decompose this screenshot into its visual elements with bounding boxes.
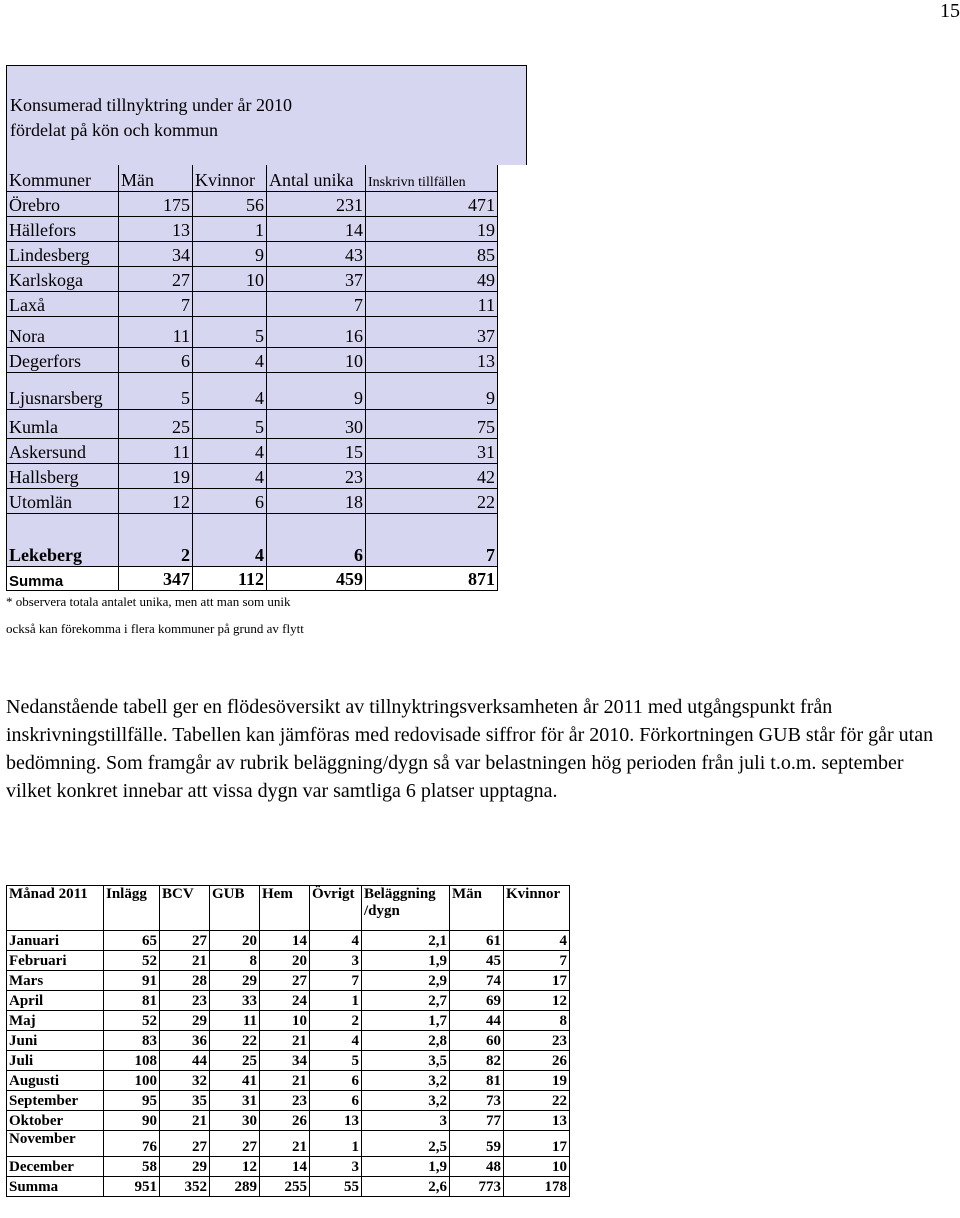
table-row (7, 1131, 570, 1157)
table-cell: 34 (119, 241, 193, 266)
table-cell: 13 (366, 347, 498, 372)
table-cell: 10 (260, 1011, 310, 1031)
table-cell: 22 (504, 1091, 570, 1111)
table-cell: 45 (450, 951, 504, 971)
table-cell: 12 (210, 1157, 260, 1177)
table-cell: 352 (160, 1177, 210, 1197)
table-cell: 7 (119, 291, 193, 316)
table-cell: 11 (366, 291, 498, 316)
table-row (7, 1111, 570, 1131)
table-cell: 29 (160, 1157, 210, 1177)
table-cell: 19 (504, 1071, 570, 1091)
table-cell: 2,1 (362, 931, 450, 951)
table-row (7, 1011, 570, 1031)
table-cell: 23 (160, 991, 210, 1011)
table-cell: 21 (260, 1031, 310, 1051)
table-cell: 2,6 (362, 1177, 450, 1197)
row-label: Hällefors (7, 216, 119, 241)
table-cell (193, 291, 267, 316)
table-cell: 21 (160, 951, 210, 971)
row-label: Degerfors (7, 347, 119, 372)
table-row (7, 347, 498, 372)
table-cell: 21 (260, 1131, 310, 1157)
column-header: BCV (160, 886, 210, 931)
table-cell: 3 (310, 951, 362, 971)
row-label: Nora (7, 316, 119, 347)
table-cell: 42 (366, 463, 498, 488)
table-row (7, 1157, 570, 1177)
table-cell: 85 (366, 241, 498, 266)
table-cell: 82 (450, 1051, 504, 1071)
table1-title (10, 93, 292, 143)
table-cell: 43 (267, 241, 366, 266)
table-cell: 2 (119, 513, 193, 566)
column-header-line: /dygn (364, 903, 400, 919)
table-cell: 28 (160, 971, 210, 991)
column-header: Män (450, 886, 504, 931)
table-cell: 12 (504, 991, 570, 1011)
table-cell: 4 (193, 347, 267, 372)
page-number: 15 (940, 0, 960, 22)
table-cell: 3 (362, 1111, 450, 1131)
table-cell: 1,7 (362, 1011, 450, 1031)
table-cell: 5 (119, 372, 193, 409)
table-cell: 4 (193, 513, 267, 566)
table-cell: 6 (310, 1071, 362, 1091)
row-label: Lekeberg (7, 513, 119, 566)
table-row (7, 463, 498, 488)
table-cell: 19 (366, 216, 498, 241)
row-label: Oktober (7, 1111, 104, 1131)
table-cell: 11 (210, 1011, 260, 1031)
table-cell: 37 (267, 266, 366, 291)
table-cell: 15 (267, 438, 366, 463)
table-cell: 112 (193, 566, 267, 590)
table-cell: 30 (267, 409, 366, 438)
table-row (7, 241, 498, 266)
table-cell: 100 (104, 1071, 160, 1091)
table-cell: 49 (366, 266, 498, 291)
table-row (7, 1091, 570, 1111)
table-cell: 11 (119, 316, 193, 347)
table-cell: 4 (193, 372, 267, 409)
table-cell: 4 (310, 1031, 362, 1051)
table-cell: 29 (210, 971, 260, 991)
row-label: Laxå (7, 291, 119, 316)
table-cell: 5 (310, 1051, 362, 1071)
row-label: Örebro (7, 191, 119, 216)
table-cell: 18 (267, 488, 366, 513)
table-cell: 2,9 (362, 971, 450, 991)
table-cell: 31 (210, 1091, 260, 1111)
table-cell: 6 (267, 513, 366, 566)
table-cell: 52 (104, 951, 160, 971)
table-cell: 773 (450, 1177, 504, 1197)
table-cell: 10 (193, 266, 267, 291)
table-cell: 7 (366, 513, 498, 566)
table-row (7, 991, 570, 1011)
column-header: Män (119, 165, 193, 191)
table-cell: 13 (119, 216, 193, 241)
table-cell: 10 (267, 347, 366, 372)
table-row (7, 372, 498, 409)
table-cell: 27 (160, 931, 210, 951)
table-cell: 4 (193, 438, 267, 463)
table-cell: 33 (210, 991, 260, 1011)
table-cell: 25 (210, 1051, 260, 1071)
table-cell: 75 (366, 409, 498, 438)
table-cell: 2 (310, 1011, 362, 1031)
table-cell: 36 (160, 1031, 210, 1051)
table-cell: 52 (104, 1011, 160, 1031)
table-cell: 6 (193, 488, 267, 513)
table-cell: 13 (310, 1111, 362, 1131)
column-header: Antal unika (267, 165, 366, 191)
table-cell: 23 (267, 463, 366, 488)
table-cell: 9 (267, 372, 366, 409)
column-header: Kvinnor (504, 886, 570, 931)
table-cell: 3,2 (362, 1091, 450, 1111)
table-cell: 471 (366, 191, 498, 216)
table-cell: 74 (450, 971, 504, 991)
table-cell: 14 (260, 931, 310, 951)
table-cell: 871 (366, 566, 498, 590)
table-cell: 35 (160, 1091, 210, 1111)
table-cell: 91 (104, 971, 160, 991)
row-label: November (7, 1131, 104, 1157)
row-label: Februari (7, 951, 104, 971)
table-cell: 27 (260, 971, 310, 991)
row-label: Utomlän (7, 488, 119, 513)
column-header: Övrigt (310, 886, 362, 931)
table-cell: 1 (310, 991, 362, 1011)
table-cell: 29 (160, 1011, 210, 1031)
table-cell: 83 (104, 1031, 160, 1051)
table-cell: 77 (450, 1111, 504, 1131)
row-label: Summa (7, 1177, 104, 1197)
table-cell: 21 (260, 1071, 310, 1091)
table-cell: 69 (450, 991, 504, 1011)
table-cell: 25 (119, 409, 193, 438)
table-row (7, 216, 498, 241)
column-header: Kommuner (7, 165, 119, 191)
row-label: Lindesberg (7, 241, 119, 266)
table-by-municipality (6, 165, 498, 591)
table-cell: 3,5 (362, 1051, 450, 1071)
table-cell: 1 (193, 216, 267, 241)
column-header: Inlägg (104, 886, 160, 931)
table-cell: 21 (160, 1111, 210, 1131)
table-cell: 34 (260, 1051, 310, 1071)
column-header: GUB (210, 886, 260, 931)
table-cell: 27 (119, 266, 193, 291)
table-cell: 14 (260, 1157, 310, 1177)
column-header (362, 886, 450, 931)
summary-row (7, 1177, 570, 1197)
table-cell: 44 (450, 1011, 504, 1031)
table-row (7, 438, 498, 463)
table-cell: 1,9 (362, 1157, 450, 1177)
table-cell: 23 (504, 1031, 570, 1051)
table-cell: 6 (310, 1091, 362, 1111)
table-cell: 55 (310, 1177, 362, 1197)
table-cell: 8 (504, 1011, 570, 1031)
row-label: Juni (7, 1031, 104, 1051)
table-cell: 76 (104, 1131, 160, 1157)
table-cell: 58 (104, 1157, 160, 1177)
table-cell: 2,5 (362, 1131, 450, 1157)
table-cell: 231 (267, 191, 366, 216)
table-cell: 175 (119, 191, 193, 216)
table-cell: 44 (160, 1051, 210, 1071)
table-cell: 26 (504, 1051, 570, 1071)
table1-note-line1: * observera totala antalet unika, men att man som unik (6, 594, 291, 609)
table-cell: 17 (504, 971, 570, 991)
body-paragraph: Nedanstående tabell ger en flödesöversikt av tillnyktringsverksamheten år 2011 med utgångspunkt från inskrivningstillfälle. Tabellen kan jämföras med redovisade siffror för år 2010. Förkortningen GUB står för går utan bedömning. Som framgår av rubrik beläggning/dygn så var belastningen hög perioden från juli t.o.m. september vilket konkret innebar att vissa dygn var samtliga 6 platser upptagna. (6, 696, 934, 802)
table-row (7, 513, 498, 566)
table-cell: 7 (267, 291, 366, 316)
row-label: September (7, 1091, 104, 1111)
row-label: Summa (7, 566, 119, 590)
column-header: Hem (260, 886, 310, 931)
table-cell: 289 (210, 1177, 260, 1197)
table-row (7, 291, 498, 316)
table-cell: 30 (210, 1111, 260, 1131)
column-header: Månad 2011 (7, 886, 104, 931)
table-cell: 8 (210, 951, 260, 971)
row-label: Kumla (7, 409, 119, 438)
table-cell: 27 (210, 1131, 260, 1157)
table1-note-line2: också kan förekomma i flera kommuner på grund av flytt (6, 621, 304, 636)
table-cell: 17 (504, 1131, 570, 1157)
table-cell: 19 (119, 463, 193, 488)
table-cell: 1 (310, 1131, 362, 1157)
row-label: April (7, 991, 104, 1011)
table-cell: 65 (104, 931, 160, 951)
table-cell: 61 (450, 931, 504, 951)
table-row (7, 266, 498, 291)
table-cell: 31 (366, 438, 498, 463)
table-cell: 60 (450, 1031, 504, 1051)
table-row (7, 488, 498, 513)
table-cell: 4 (310, 931, 362, 951)
table-row (7, 931, 570, 951)
table-cell: 26 (260, 1111, 310, 1131)
table-cell: 7 (310, 971, 362, 991)
table-row (7, 971, 570, 991)
table-cell: 95 (104, 1091, 160, 1111)
table-cell: 41 (210, 1071, 260, 1091)
table-cell: 255 (260, 1177, 310, 1197)
row-label: Hallsberg (7, 463, 119, 488)
row-label: Karlskoga (7, 266, 119, 291)
table-cell: 27 (160, 1131, 210, 1157)
table-row (7, 1031, 570, 1051)
table-cell: 7 (504, 951, 570, 971)
row-label: Januari (7, 931, 104, 951)
table-cell: 3 (310, 1157, 362, 1177)
table-cell: 5 (193, 409, 267, 438)
table-cell: 459 (267, 566, 366, 590)
table-cell: 108 (104, 1051, 160, 1071)
table-row (7, 1051, 570, 1071)
row-label: Maj (7, 1011, 104, 1031)
table-cell: 2,7 (362, 991, 450, 1011)
table-cell: 81 (104, 991, 160, 1011)
column-header-line: Beläggning (364, 886, 436, 902)
table1-title-line2: fördelat på kön och kommun (10, 120, 218, 140)
table-row (7, 191, 498, 216)
table-cell: 12 (119, 488, 193, 513)
table-cell: 48 (450, 1157, 504, 1177)
column-header: Kvinnor (193, 165, 267, 191)
table-cell: 24 (260, 991, 310, 1011)
row-label: Mars (7, 971, 104, 991)
table-cell: 9 (366, 372, 498, 409)
table-row (7, 1071, 570, 1091)
table1-title-line1: Konsumerad tillnyktring under år 2010 (10, 95, 292, 115)
table-cell: 178 (504, 1177, 570, 1197)
table-cell: 37 (366, 316, 498, 347)
table-cell: 347 (119, 566, 193, 590)
row-label: December (7, 1157, 104, 1177)
table-cell: 2,8 (362, 1031, 450, 1051)
row-label: Juli (7, 1051, 104, 1071)
table-cell: 951 (104, 1177, 160, 1197)
table-cell: 11 (119, 438, 193, 463)
table-cell: 13 (504, 1111, 570, 1131)
row-label: Askersund (7, 438, 119, 463)
table-cell: 14 (267, 216, 366, 241)
table-cell: 20 (260, 951, 310, 971)
column-header: Inskrivn tillfällen (366, 165, 498, 191)
table-monthly-2011 (6, 885, 570, 1197)
table-cell: 22 (366, 488, 498, 513)
table-cell: 23 (260, 1091, 310, 1111)
table-cell: 16 (267, 316, 366, 347)
table-cell: 22 (210, 1031, 260, 1051)
table-row (7, 316, 498, 347)
table-cell: 4 (504, 931, 570, 951)
table-cell: 90 (104, 1111, 160, 1131)
table-cell: 81 (450, 1071, 504, 1091)
table-cell: 20 (210, 931, 260, 951)
table-cell: 9 (193, 241, 267, 266)
table-cell: 6 (119, 347, 193, 372)
table-cell: 4 (193, 463, 267, 488)
table-row (7, 951, 570, 971)
table-cell: 73 (450, 1091, 504, 1111)
table-cell: 59 (450, 1131, 504, 1157)
summary-row (7, 566, 498, 590)
table-cell: 32 (160, 1071, 210, 1091)
row-label: Ljusnarsberg (7, 372, 119, 409)
table-cell: 10 (504, 1157, 570, 1177)
table-cell: 56 (193, 191, 267, 216)
table-cell: 5 (193, 316, 267, 347)
table1-title-box (6, 65, 527, 165)
table-cell: 1,9 (362, 951, 450, 971)
table-row (7, 409, 498, 438)
table-cell: 3,2 (362, 1071, 450, 1091)
row-label: Augusti (7, 1071, 104, 1091)
